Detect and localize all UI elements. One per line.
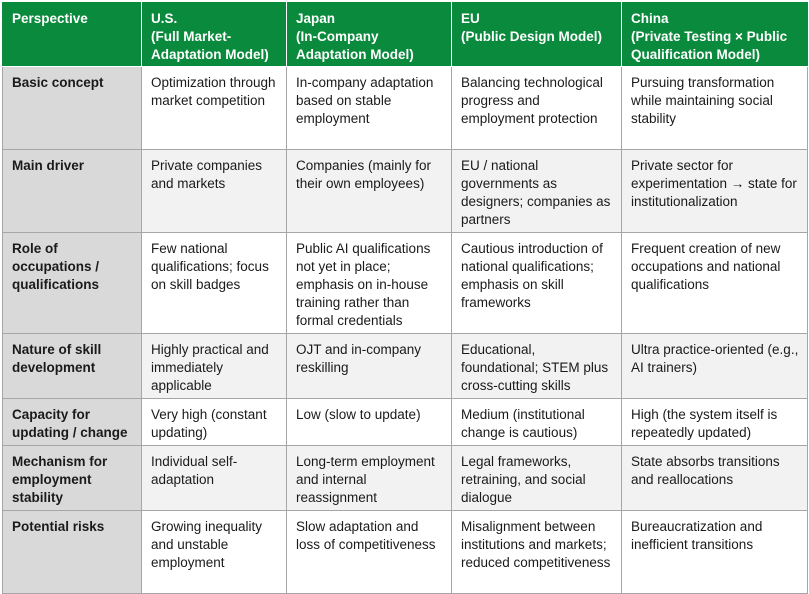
cell-eu: Misalignment between institutions and markets; reduced competitiveness	[452, 511, 622, 594]
header-perspective-label: Perspective	[12, 11, 88, 26]
cell-us: Highly practical and immediately applicable	[142, 334, 287, 399]
header-china-line3: Qualification Model)	[631, 47, 761, 62]
header-japan-line1: Japan	[296, 11, 336, 26]
cell-china: Private sector for experimentation → state for institutionalization	[622, 150, 808, 233]
row-skill-development	[3, 334, 808, 399]
cell-china: Frequent creation of new occupations and national qualifications	[622, 233, 808, 334]
cell-china: State absorbs transitions and reallocations	[622, 446, 808, 511]
row-label: Main driver	[3, 150, 142, 233]
cell-china: Pursuing transformation while maintaining social stability	[622, 67, 808, 150]
cell-china: High (the system itself is repeatedly updated)	[622, 399, 808, 446]
cell-us: Optimization through market competition	[142, 67, 287, 150]
header-us-line2: (Full Market-	[151, 29, 232, 44]
row-basic-concept	[3, 67, 808, 150]
cell-japan: Public AI qualifications not yet in place; emphasis on in-house training rather than formal credentials	[287, 233, 452, 334]
cell-japan: Companies (mainly for their own employees)	[287, 150, 452, 233]
row-employment-stability	[3, 446, 808, 511]
header-china	[622, 3, 808, 67]
row-label: Nature of skill development	[3, 334, 142, 399]
row-label: Capacity for updating / change	[3, 399, 142, 446]
cell-eu: Medium (institutional change is cautious)	[452, 399, 622, 446]
header-eu-line1: EU	[461, 11, 480, 26]
cell-japan: OJT and in-company reskilling	[287, 334, 452, 399]
row-label: Basic concept	[3, 67, 142, 150]
cell-china: Ultra practice-oriented (e.g., AI trainers)	[622, 334, 808, 399]
cell-eu: Cautious introduction of national qualifications; emphasis on skill frameworks	[452, 233, 622, 334]
cell-japan: Low (slow to update)	[287, 399, 452, 446]
cell-us: Very high (constant updating)	[142, 399, 287, 446]
cell-eu: Educational, foundational; STEM plus cross-cutting skills	[452, 334, 622, 399]
header-japan-line2: (In-Company	[296, 29, 379, 44]
header-us-line3: Adaptation Model)	[151, 47, 269, 62]
cell-us: Private companies and markets	[142, 150, 287, 233]
cell-eu: Balancing technological progress and employment protection	[452, 67, 622, 150]
row-capacity-for-updating	[3, 399, 808, 446]
cell-eu: EU / national governments as designers; companies as partners	[452, 150, 622, 233]
header-china-line1: China	[631, 11, 669, 26]
comparison-table	[2, 2, 808, 594]
row-role-of-qualifications	[3, 233, 808, 334]
cell-us: Individual self-adaptation	[142, 446, 287, 511]
cell-us: Few national qualifications; focus on skill badges	[142, 233, 287, 334]
cell-us: Growing inequality and unstable employment	[142, 511, 287, 594]
cell-japan: Slow adaptation and loss of competitiveness	[287, 511, 452, 594]
row-label: Mechanism for employment stability	[3, 446, 142, 511]
header-us	[142, 3, 287, 67]
header-row	[3, 3, 808, 67]
header-us-line1: U.S.	[151, 11, 178, 26]
cell-eu: Legal frameworks, retraining, and social dialogue	[452, 446, 622, 511]
cell-china: Bureaucratization and inefficient transitions	[622, 511, 808, 594]
row-label: Role of occupations / qualifications	[3, 233, 142, 334]
header-japan	[287, 3, 452, 67]
row-label: Potential risks	[3, 511, 142, 594]
header-japan-line3: Adaptation Model)	[296, 47, 414, 62]
header-eu	[452, 3, 622, 67]
header-china-line2: (Private Testing × Public	[631, 29, 788, 44]
cell-japan: Long-term employment and internal reassignment	[287, 446, 452, 511]
header-perspective	[3, 3, 142, 67]
row-potential-risks	[3, 511, 808, 594]
cell-japan: In-company adaptation based on stable employment	[287, 67, 452, 150]
header-eu-line2: (Public Design Model)	[461, 29, 603, 44]
row-main-driver	[3, 150, 808, 233]
